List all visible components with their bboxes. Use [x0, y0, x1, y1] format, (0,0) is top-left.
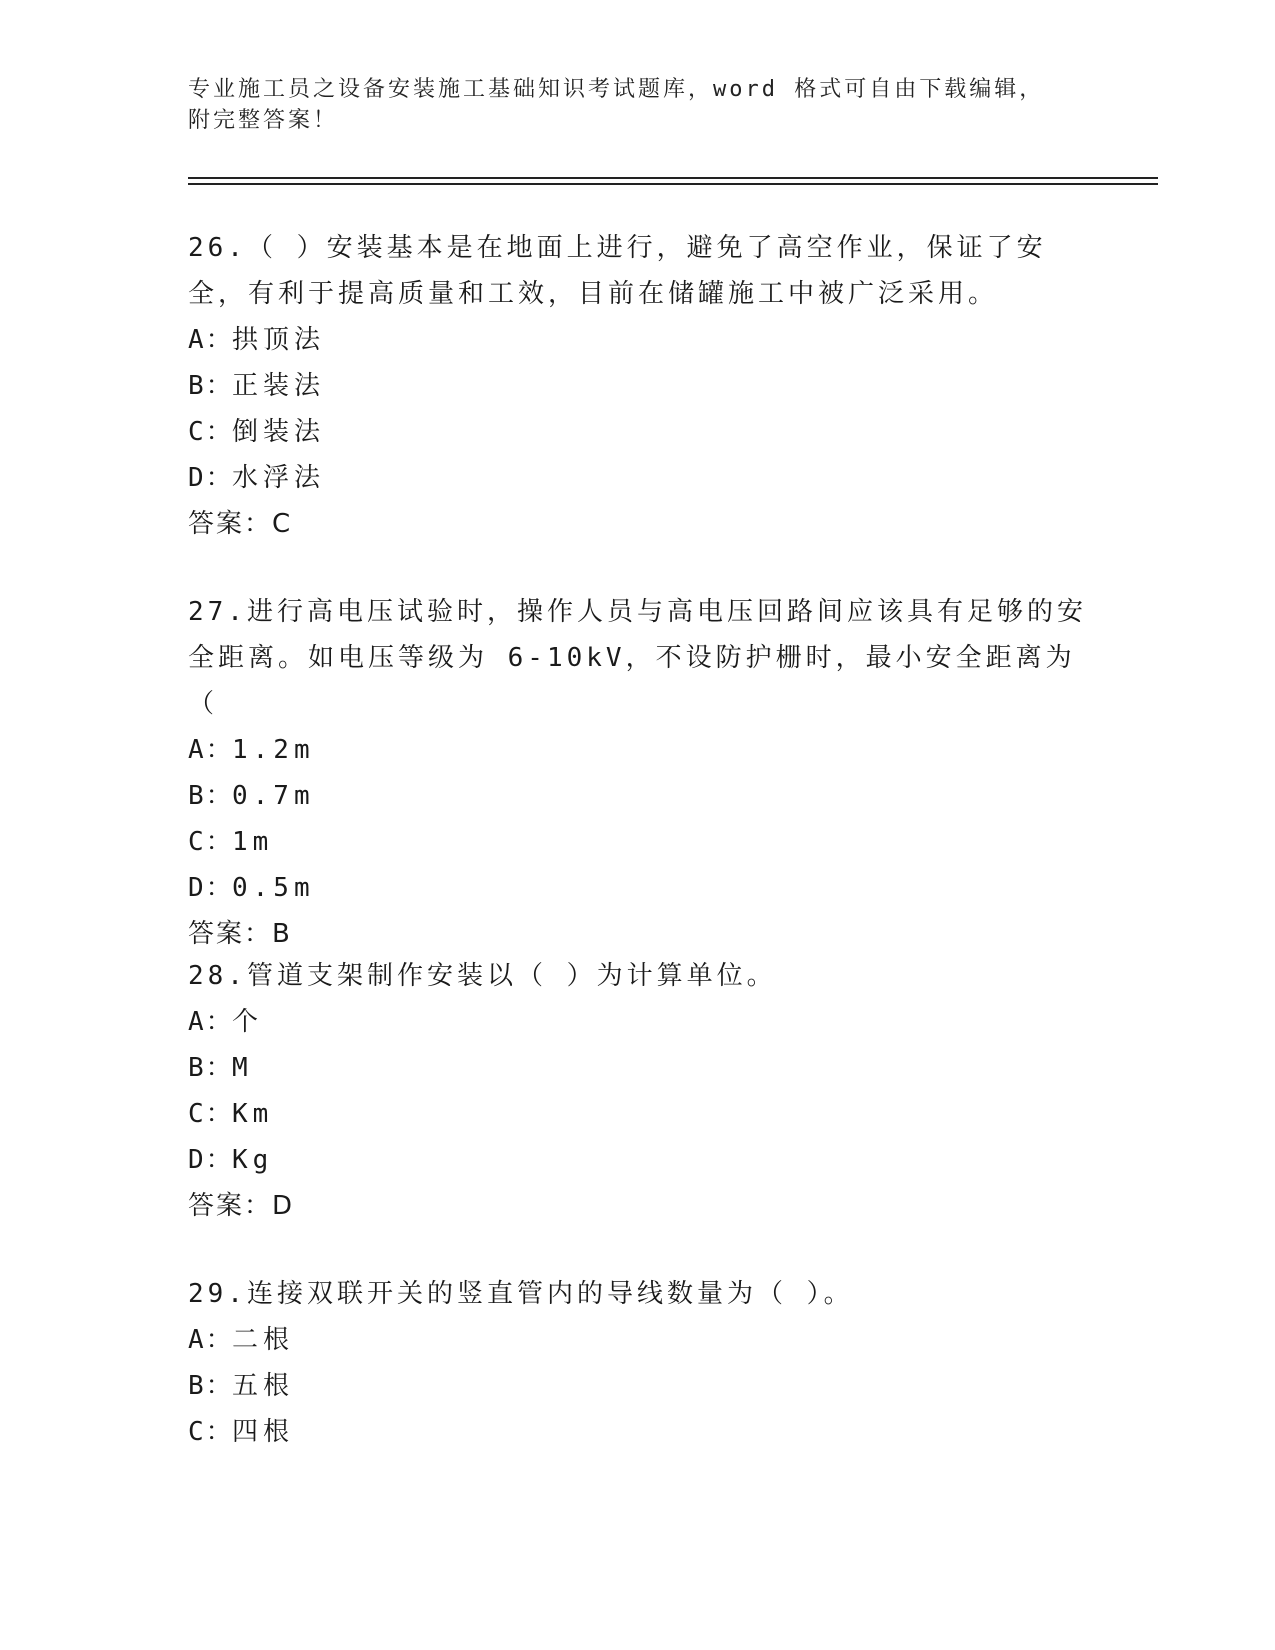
option-key: B：: [188, 781, 234, 811]
option-a: [188, 1317, 1088, 1363]
answer-line: 答案：D: [188, 1191, 295, 1221]
option-key: D：: [188, 1145, 234, 1175]
option-text: 二根: [232, 1325, 295, 1355]
option-c: [188, 1409, 1088, 1455]
option-text: M: [232, 1053, 253, 1083]
option-d: [188, 1137, 1088, 1183]
option-b: [188, 363, 1088, 409]
document-header: 专业施工员之设备安装施工基础知识考试题库，word 格式可自由下载编辑，附完整答案！: [188, 77, 1045, 133]
option-c: [188, 819, 1088, 865]
option-text: 倒装法: [232, 417, 326, 447]
option-key: B：: [188, 1371, 234, 1401]
option-text: Kg: [232, 1145, 274, 1175]
option-text: 四根: [232, 1417, 295, 1447]
option-key: C：: [188, 1099, 234, 1129]
question-27: [188, 589, 1088, 957]
option-key: D：: [188, 463, 234, 493]
option-text: 个: [232, 1007, 264, 1037]
answer-line: 答案：C: [188, 509, 293, 539]
option-key: C：: [188, 417, 234, 447]
option-key: A：: [188, 1007, 234, 1037]
option-c: [188, 1091, 1088, 1137]
option-key: B：: [188, 371, 234, 401]
option-a: [188, 727, 1088, 773]
option-key: D：: [188, 873, 234, 903]
question-stem: 29.连接双联开关的竖直管内的导线数量为（ ）。: [188, 1279, 854, 1309]
option-c: [188, 409, 1088, 455]
option-text: 0.5m: [232, 873, 315, 903]
option-b: [188, 1363, 1088, 1409]
option-text: 水浮法: [232, 463, 326, 493]
question-stem: 28.管道支架制作安装以（ ）为计算单位。: [188, 961, 777, 991]
header-rule-bottom: [188, 183, 1158, 185]
question-stem: 27.进行高电压试验时，操作人员与高电压回路间应该具有足够的安全距离。如电压等级为 6-10kV，不设防护栅时，最小安全距离为（: [188, 597, 1087, 719]
option-key: C：: [188, 1417, 234, 1447]
option-key: A：: [188, 735, 234, 765]
option-a: [188, 317, 1088, 363]
option-d: [188, 865, 1088, 911]
option-key: C：: [188, 827, 234, 857]
option-d: [188, 455, 1088, 501]
question-26: [188, 225, 1088, 547]
option-text: 正装法: [232, 371, 326, 401]
option-key: A：: [188, 325, 234, 355]
option-text: 五根: [232, 1371, 295, 1401]
option-a: [188, 999, 1088, 1045]
answer-line: 答案：B: [188, 919, 292, 949]
question-stem: 26.（ ）安装基本是在地面上进行，避免了高空作业，保证了安全，有利于提高质量和工效，目前在储罐施工中被广泛采用。: [188, 233, 1047, 309]
option-text: Km: [232, 1099, 274, 1129]
option-text: 拱顶法: [232, 325, 326, 355]
option-b: [188, 1045, 1088, 1091]
option-key: A：: [188, 1325, 234, 1355]
option-key: B：: [188, 1053, 234, 1083]
option-text: 0.7m: [232, 781, 315, 811]
option-b: [188, 773, 1088, 819]
option-text: 1.2m: [232, 735, 315, 765]
question-28: [188, 953, 1088, 1229]
question-29: [188, 1271, 1088, 1455]
option-text: 1m: [232, 827, 274, 857]
header-rule-top: [188, 177, 1158, 179]
